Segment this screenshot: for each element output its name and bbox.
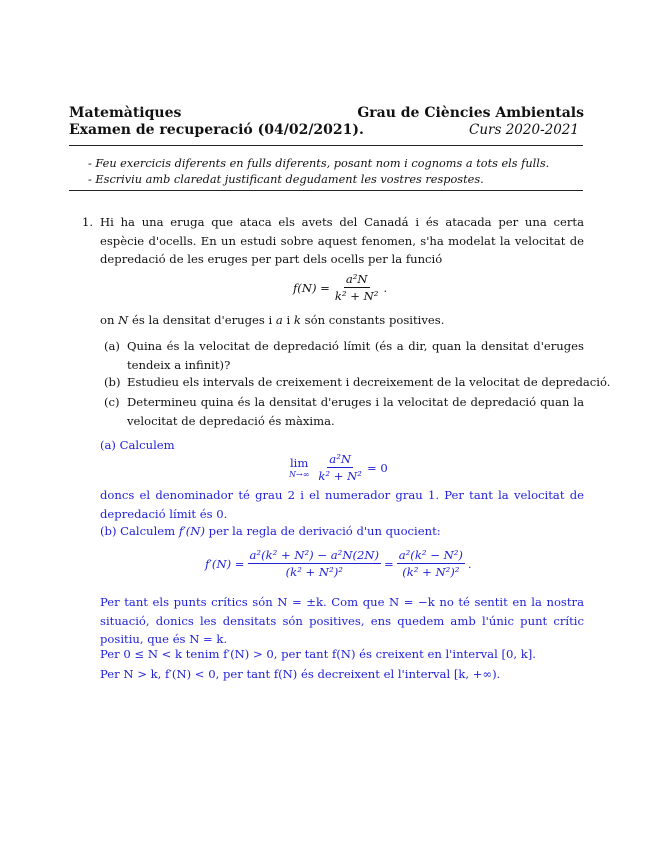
where-sentence xyxy=(100,311,444,330)
problem-number: 1. xyxy=(82,215,94,229)
where-prefix: on xyxy=(100,313,115,327)
solution-b-intro-f: f′(N) xyxy=(178,524,205,538)
degree-title: Grau de Ciències Ambientals xyxy=(357,105,584,121)
problem-statement: Hi ha una eruga que ataca els avets del Canadá i és atacada per una certa espècie d'ocells. En un estudi sobre aquest fenomen, s'ha modelat la velocitat de depredació de les eruges per part dels ocells per la funció xyxy=(100,215,584,267)
limit-numerator: a²N xyxy=(329,452,352,466)
part-a-label: (a) xyxy=(104,339,120,353)
function-fraction xyxy=(333,272,381,303)
function-equation xyxy=(293,272,387,303)
limit-word: lim xyxy=(289,456,309,470)
limit-equation xyxy=(289,452,388,483)
part-a-text: Quina és la velocitat de depredació límit (és a dir, quan la densitat d'eruges tendeix a infinit)? xyxy=(127,339,584,372)
part-c-label: (c) xyxy=(104,395,120,409)
course-label: Curs 2020-2021 xyxy=(469,122,579,138)
where-i: i xyxy=(286,313,291,327)
limit-operator xyxy=(289,456,309,479)
function-denominator: k² + N² xyxy=(334,289,379,303)
derivative-denominator-1: (k² + N²)² xyxy=(285,565,343,579)
part-c-text: Determineu quina és la densitat d'eruges i la velocitat de depredació quan la velocitat de depredació és màxima. xyxy=(127,395,584,428)
header-rule-top xyxy=(69,145,583,146)
derivative-equation xyxy=(205,548,472,579)
function-numerator: a²N xyxy=(345,272,368,286)
function-end: . xyxy=(383,280,388,295)
instruction-1: - Feu exercicis diferents en fulls diferents, posant nom i cognoms a tots els fulls. xyxy=(88,157,550,170)
instruction-2: - Escriviu amb claredat justificant degudament les vostres respostes. xyxy=(88,173,484,186)
part-b-text: Estudieu els intervals de creixement i decreixement de la velocitat de depredació. xyxy=(127,375,611,389)
limit-subscript: N→∞ xyxy=(289,470,310,479)
derivative-end: . xyxy=(467,556,472,571)
solution-a-intro: (a) Calculem xyxy=(100,438,175,452)
decreasing-text: Per N > k, f′(N) < 0, per tant f(N) és decreixent el l'interval [k, +∞). xyxy=(100,667,501,681)
derivative-denominator-2: (k² + N²)² xyxy=(402,565,460,579)
solution-b-intro-pre: (b) Calculem xyxy=(100,524,176,538)
derivative-equals: = xyxy=(384,556,394,571)
derivative-numerator-2: a²(k² − N²) xyxy=(398,548,463,562)
derivative-numerator-1: a²(k² + N²) − a²N(2N) xyxy=(249,548,380,562)
solution-b-intro xyxy=(100,522,441,541)
exam-title: Examen de recuperació (04/02/2021). xyxy=(69,122,364,138)
critical-points-text: Per tant els punts crítics són N = ±k. Com que N = −k no té sentit en la nostra situació, donics les densitats són positives, ens quedem amb l'únic punt crític positiu, que és N = k. xyxy=(100,595,584,647)
where-mid: és la densitat d'eruges i xyxy=(131,313,273,327)
where-end: són constants positives. xyxy=(304,313,445,327)
where-N: N xyxy=(118,313,129,327)
derivative-fraction-2 xyxy=(397,548,465,579)
where-a: a xyxy=(275,313,283,327)
derivative-lhs: f′(N) = xyxy=(205,556,245,571)
increasing-text: Per 0 ≤ N < k tenim f′(N) > 0, per tant f(N) és creixent en l'interval [0, k]. xyxy=(100,647,536,661)
header-rule-bottom xyxy=(69,190,583,191)
limit-fraction xyxy=(316,452,364,483)
limit-result: = 0 xyxy=(366,460,388,475)
derivative-fraction-1 xyxy=(248,548,382,579)
solution-a-text: doncs el denominador té grau 2 i el numerador grau 1. Per tant la velocitat de depredació límit és 0. xyxy=(100,488,584,521)
function-lhs: f(N) = xyxy=(293,280,330,295)
solution-b-intro-post: per la regla de derivació d'un quocient: xyxy=(208,524,441,538)
subject-title: Matemàtiques xyxy=(69,105,182,121)
limit-denominator: k² + N² xyxy=(318,469,362,483)
part-b-label: (b) xyxy=(104,375,121,389)
where-k: k xyxy=(293,313,301,327)
